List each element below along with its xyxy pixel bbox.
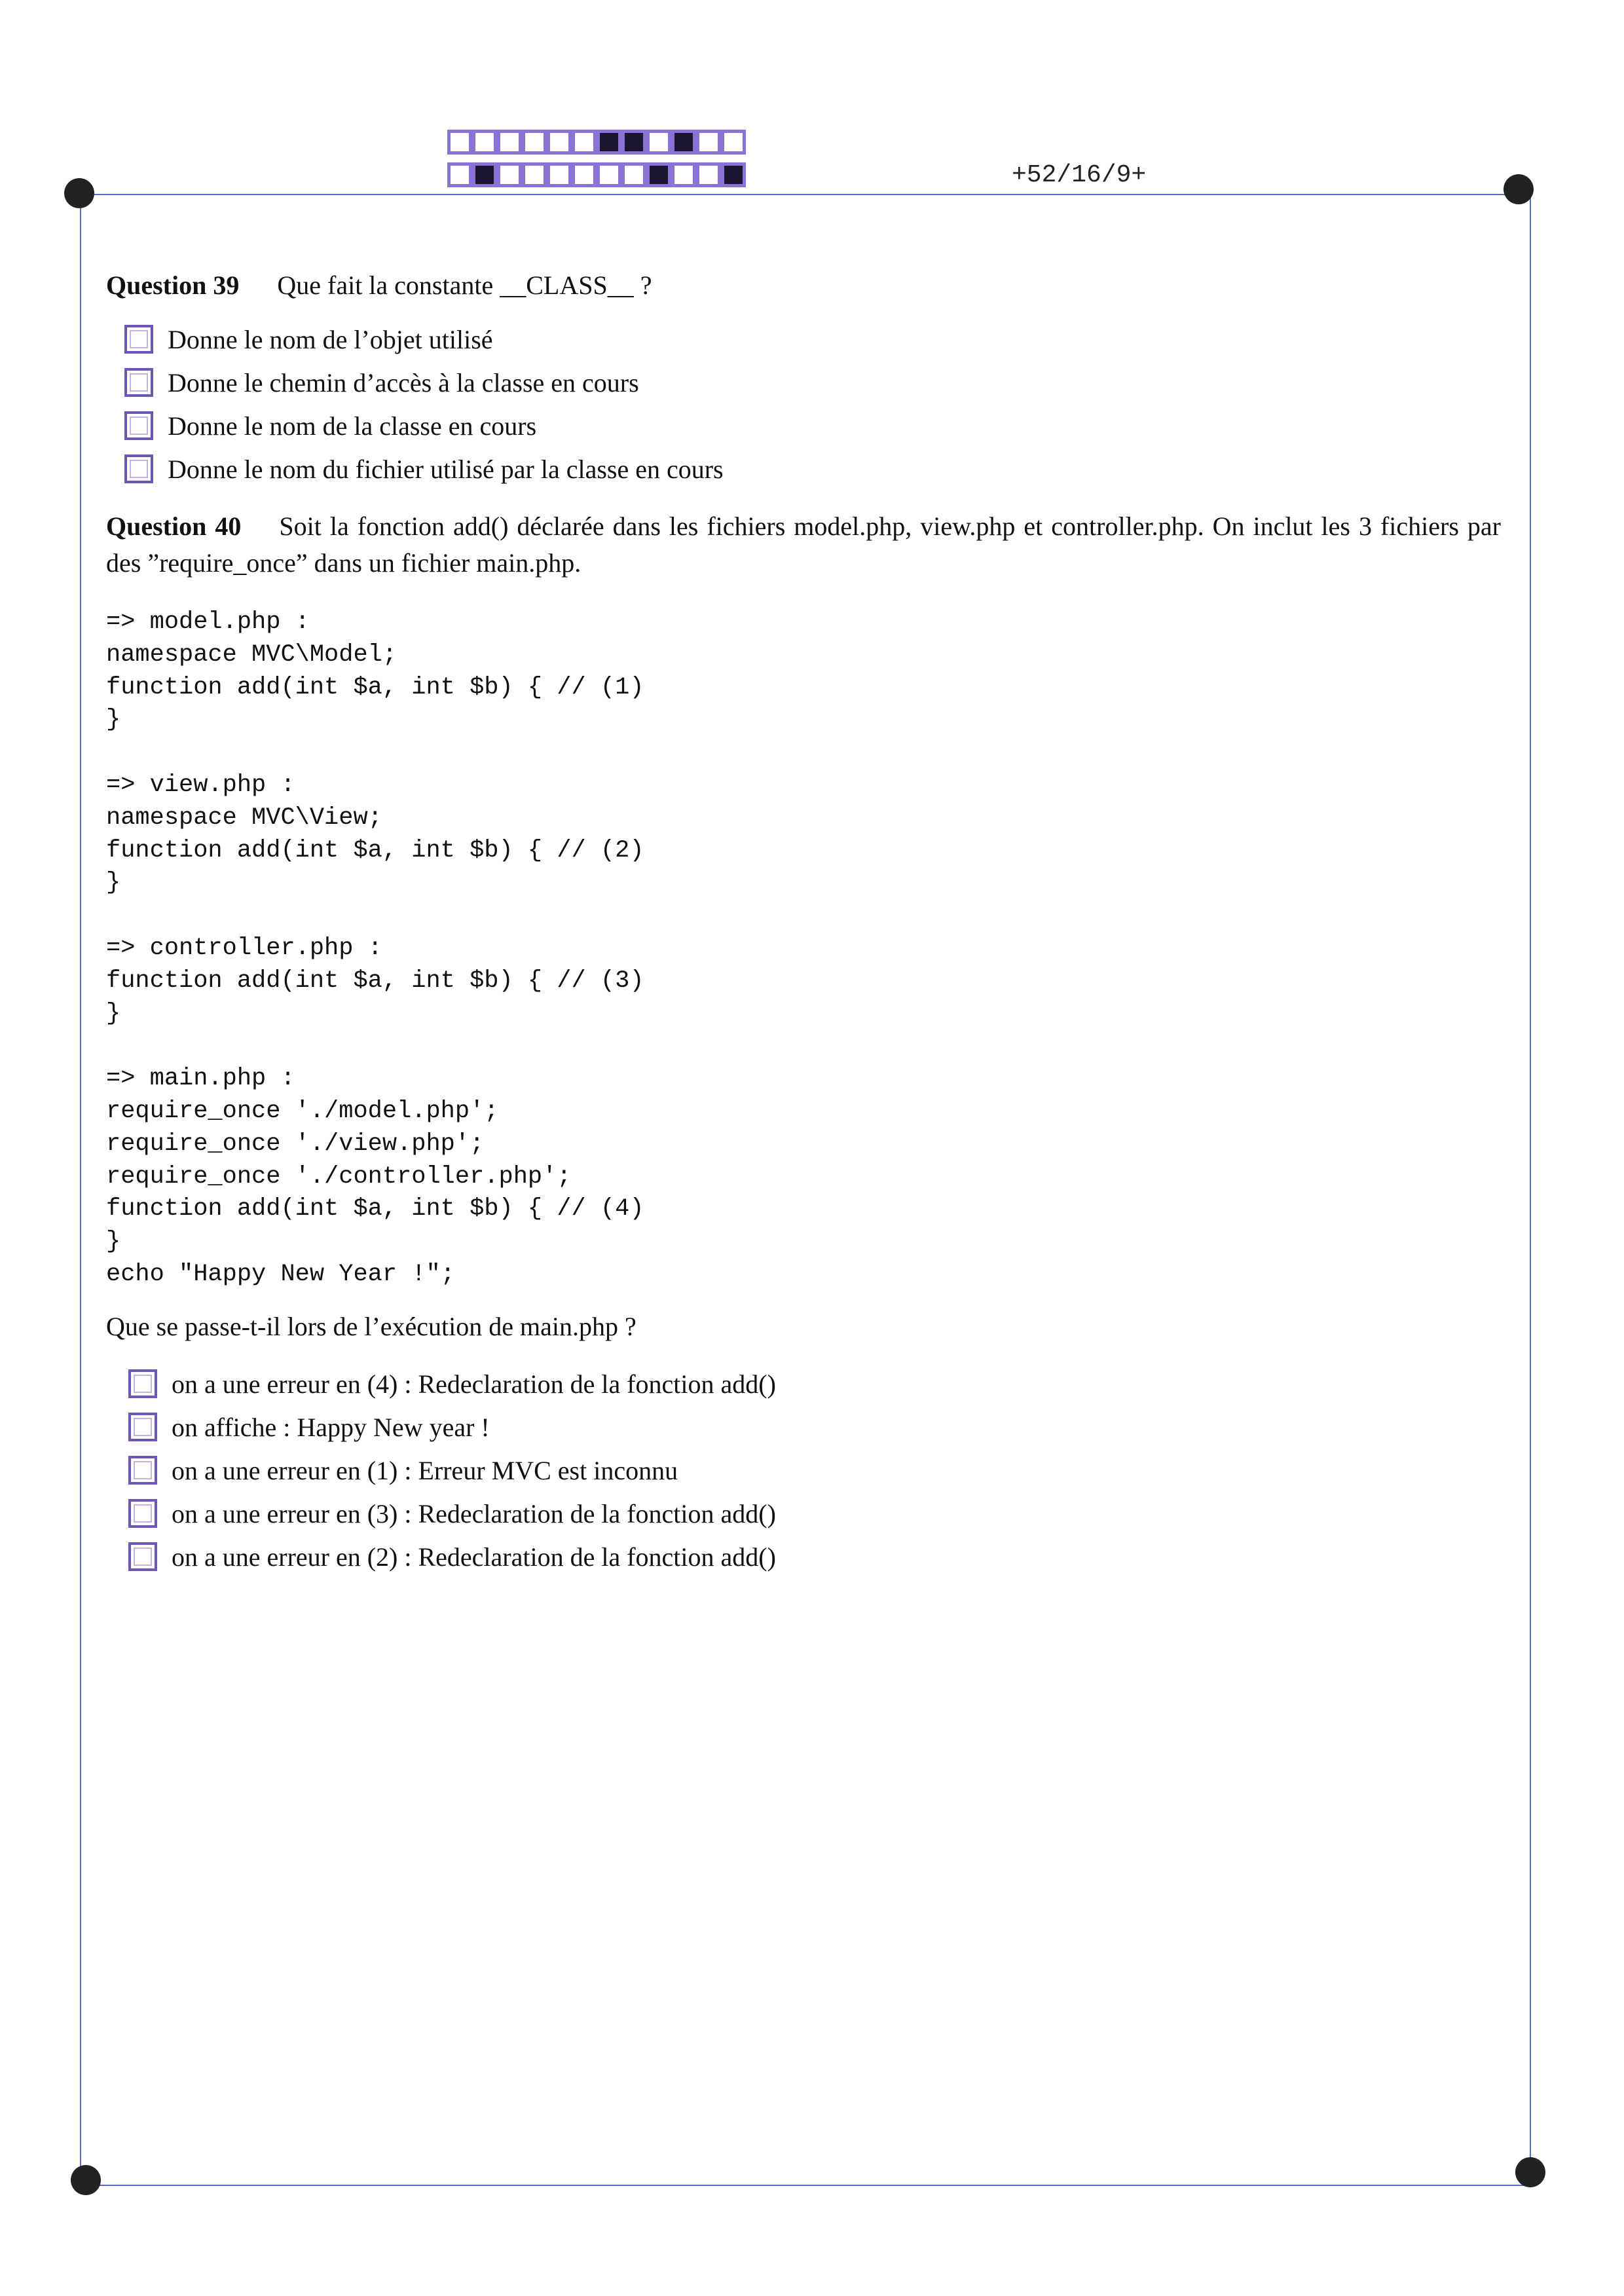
answer-checkbox[interactable] (124, 368, 153, 397)
page-identifier: +52/16/9+ (1012, 161, 1147, 189)
question-39-text: Que fait la constante __CLASS__ ? (277, 270, 652, 300)
question-40-option[interactable] (128, 1449, 776, 1492)
question-40-heading (106, 508, 1501, 582)
code-bit-filled (472, 162, 497, 187)
question-40-answers (128, 1362, 776, 1578)
answer-checkbox[interactable] (128, 1369, 157, 1398)
option-label: on a une erreur en (1) : Erreur MVC est inconnu (172, 1455, 678, 1485)
code-bit-empty (621, 162, 646, 187)
option-label: on a une erreur en (2) : Redeclaration de la fonction add() (172, 1542, 776, 1572)
answer-checkbox[interactable] (124, 454, 153, 483)
code-bit-empty (447, 162, 472, 187)
option-label: on a une erreur en (3) : Redeclaration de la fonction add() (172, 1498, 776, 1528)
question-40-option[interactable] (128, 1362, 776, 1405)
code-bit-empty (671, 162, 696, 187)
corner-mark-bottom-left (71, 2165, 101, 2195)
corner-mark-bottom-right (1515, 2157, 1545, 2187)
code-bit-empty (497, 130, 522, 155)
question-39-answers (124, 318, 724, 491)
code-bit-empty (497, 162, 522, 187)
option-label: Donne le chemin d’accès à la classe en cours (168, 367, 639, 398)
answer-checkbox[interactable] (128, 1456, 157, 1485)
code-bit-empty (547, 130, 572, 155)
code-bit-empty (696, 130, 721, 155)
code-bit-empty (572, 130, 597, 155)
code-bit-empty (547, 162, 572, 187)
code-bit-empty (522, 162, 547, 187)
code-bit-empty (646, 130, 671, 155)
code-bit-empty (597, 162, 621, 187)
answer-checkbox[interactable] (128, 1413, 157, 1441)
question-40-code: => model.php : namespace MVC\Model; function add(int $a, int $b) { // (1) } => view.php : namespace MVC\View; function add(int $a, int $b) { // (2) } => controller.php : function add(int $a, int $b) { // (3) } => main.php : require_once './model.php'; require_once './view.php'; require_once './controller.php'; function add(int $a, int $b) { // (4) } echo "Happy New Year !"; (106, 608, 644, 1288)
question-40-text: Soit la fonction add() déclarée dans les fichiers model.php, view.php et controller.php. On inclut les 3 fichiers par des ”require_once” dans un fichier main.php. (106, 511, 1501, 578)
question-40-option[interactable] (128, 1405, 776, 1449)
answer-checkbox[interactable] (124, 411, 153, 440)
code-bit-filled (621, 130, 646, 155)
question-40-label: Question 40 (106, 511, 242, 541)
page-code-row-1 (447, 130, 746, 155)
option-label: Donne le nom de la classe en cours (168, 411, 537, 441)
question-39-option[interactable] (124, 361, 724, 404)
question-39-label: Question 39 (106, 270, 240, 300)
question-40-option[interactable] (128, 1492, 776, 1535)
code-bit-empty (572, 162, 597, 187)
code-bit-empty (522, 130, 547, 155)
option-label: on a une erreur en (4) : Redeclaration de la fonction add() (172, 1369, 776, 1399)
option-label: Donne le nom du fichier utilisé par la classe en cours (168, 454, 724, 484)
code-bit-empty (721, 130, 746, 155)
answer-checkbox[interactable] (124, 325, 153, 354)
code-bit-filled (721, 162, 746, 187)
code-bit-empty (472, 130, 497, 155)
question-39-option[interactable] (124, 318, 724, 361)
code-bit-filled (671, 130, 696, 155)
code-bit-empty (696, 162, 721, 187)
corner-mark-top-left (64, 178, 94, 208)
question-39-option[interactable] (124, 404, 724, 447)
answer-checkbox[interactable] (128, 1542, 157, 1571)
option-label: on affiche : Happy New year ! (172, 1412, 490, 1442)
question-40-option[interactable] (128, 1535, 776, 1578)
code-bit-filled (646, 162, 671, 187)
option-label: Donne le nom de l’objet utilisé (168, 324, 493, 354)
question-39-option[interactable] (124, 447, 724, 491)
question-39-heading (106, 268, 652, 303)
page-code-row-2 (447, 162, 746, 187)
code-bit-empty (447, 130, 472, 155)
answer-checkbox[interactable] (128, 1499, 157, 1528)
code-bit-filled (597, 130, 621, 155)
question-40-prompt: Que se passe-t-il lors de l’exécution de main.php ? (106, 1312, 637, 1341)
corner-mark-top-right (1504, 174, 1534, 204)
